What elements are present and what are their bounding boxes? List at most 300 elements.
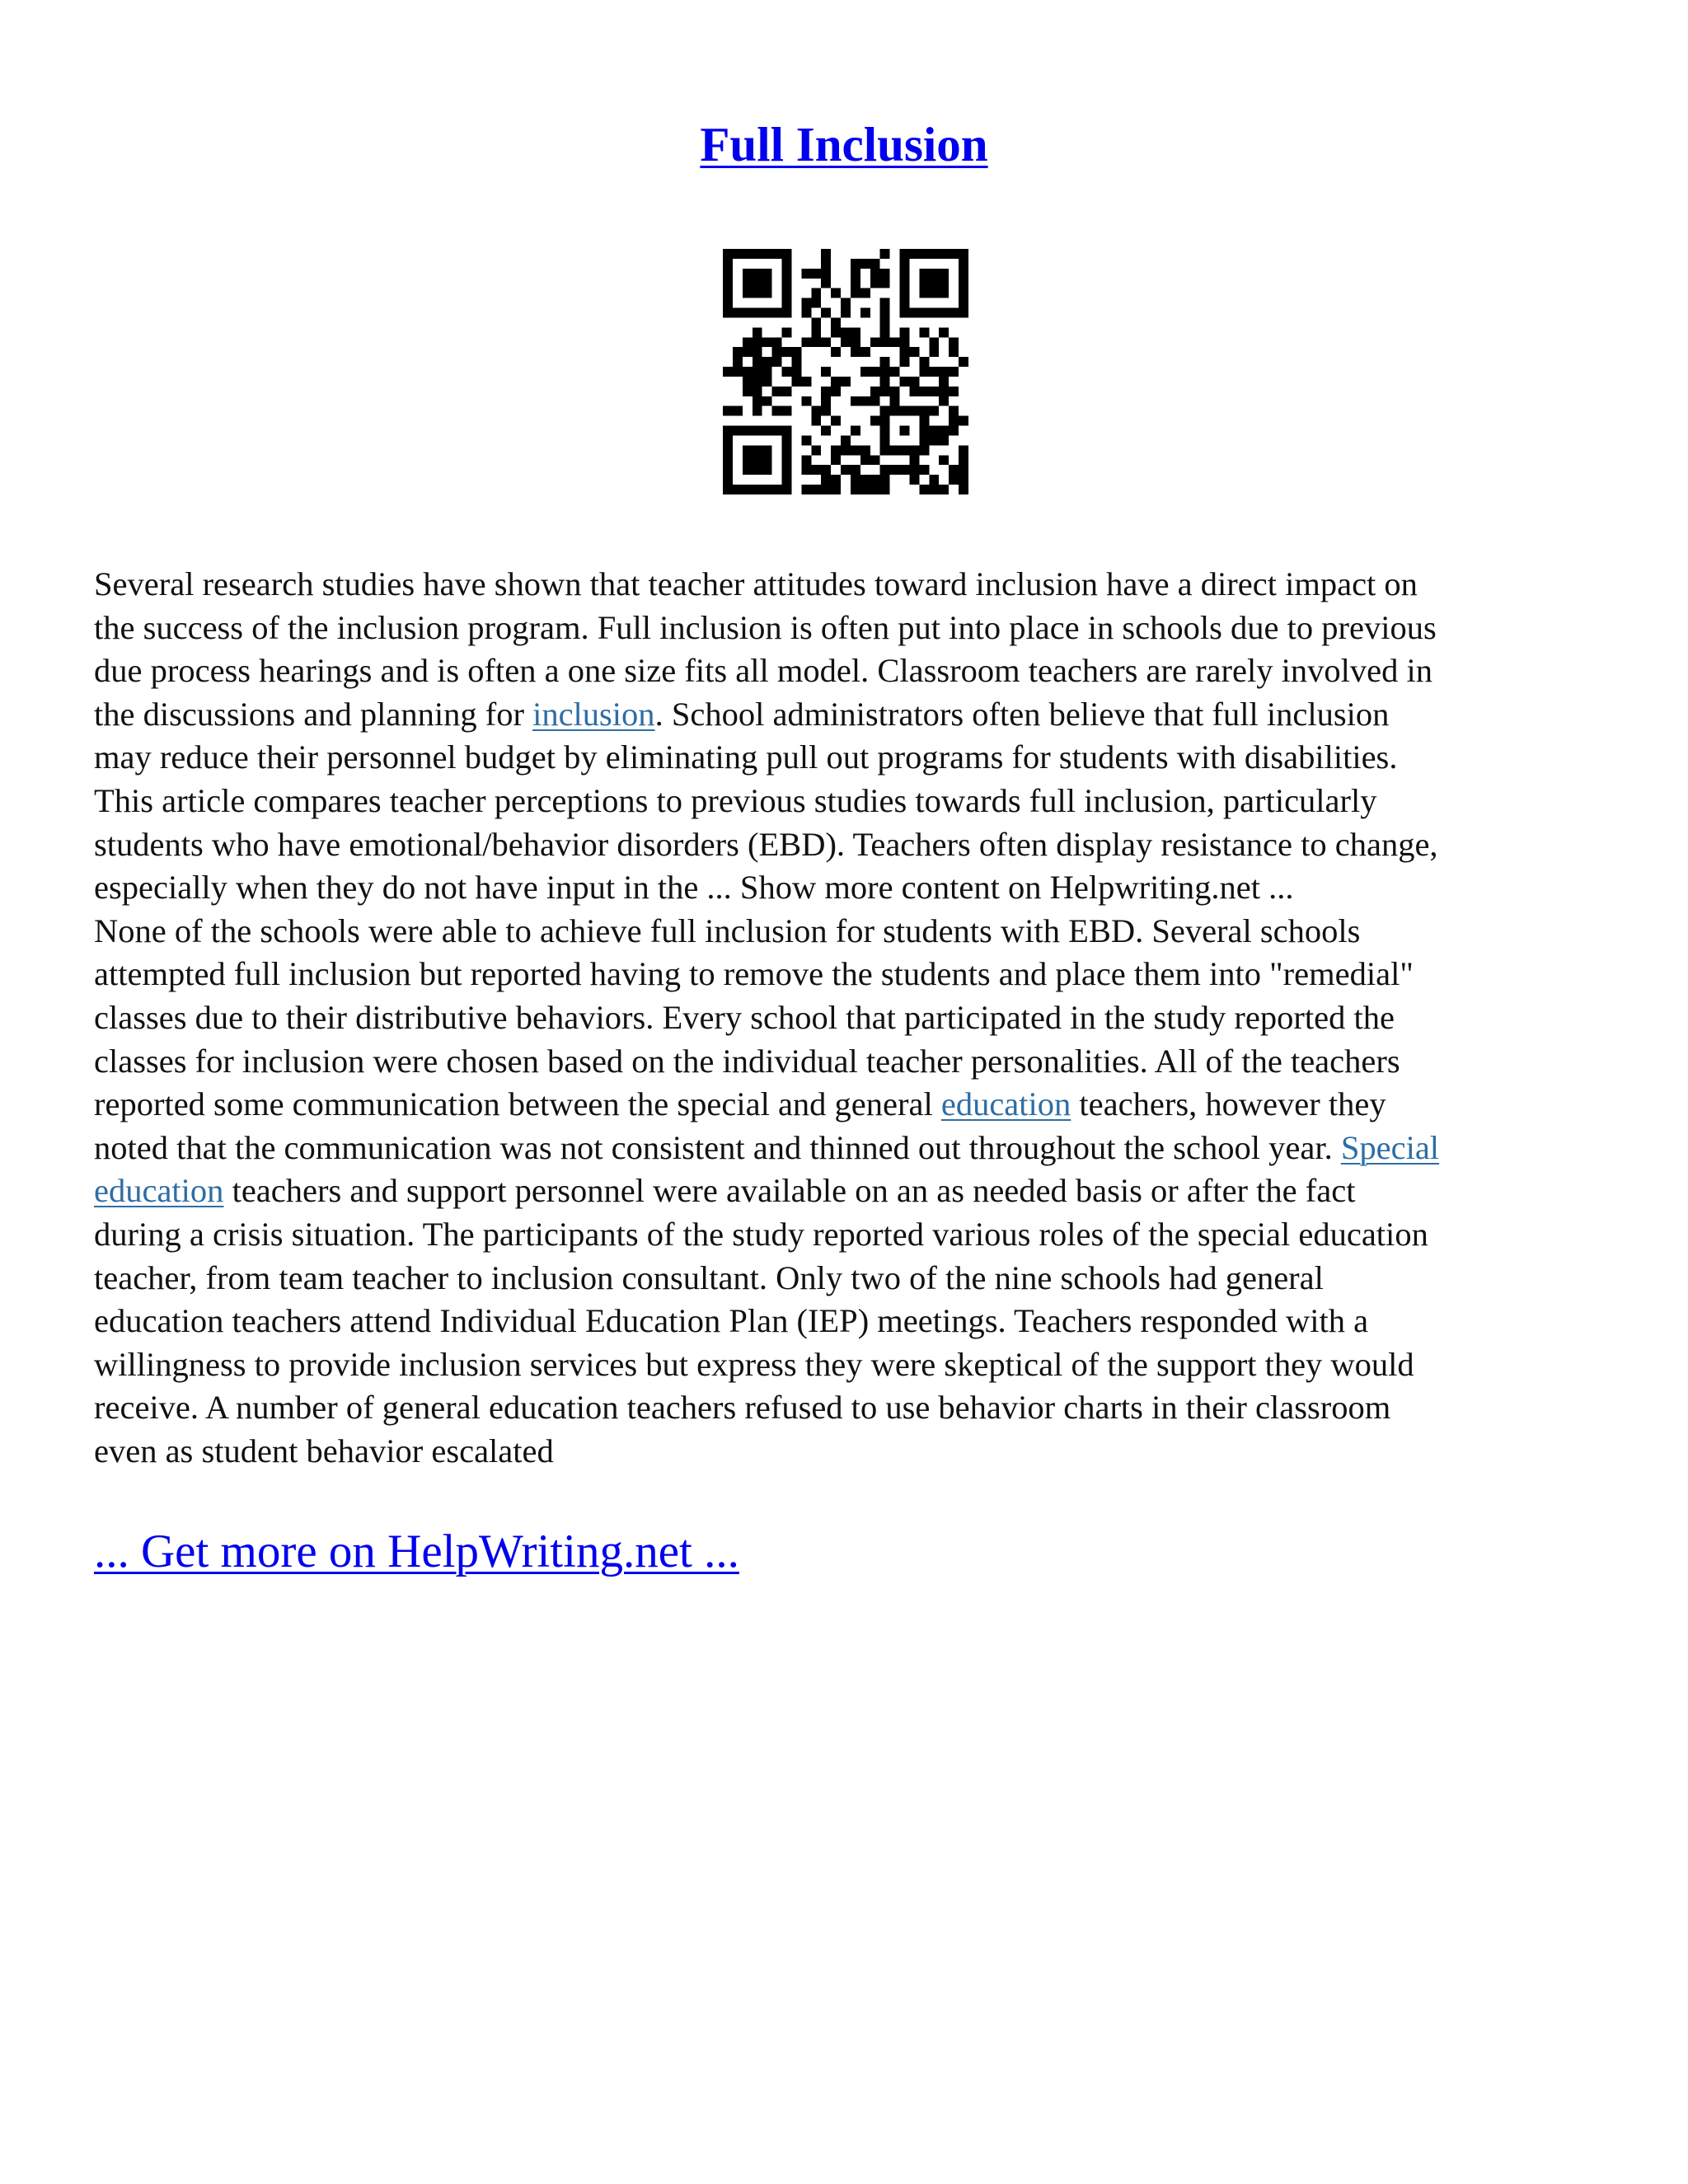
qr-module	[860, 396, 870, 406]
qr-module	[801, 337, 811, 347]
qr-module	[841, 308, 851, 318]
body-line	[94, 1083, 1602, 1127]
body-line	[94, 866, 1602, 910]
qr-module	[929, 485, 939, 494]
qr-module	[762, 465, 772, 475]
qr-module	[939, 249, 949, 259]
qr-module	[791, 347, 801, 357]
qr-module	[743, 269, 753, 279]
body-text-span: due process hearings and is often a one size fits all model. Classroom teachers are rarely involved in	[94, 652, 1432, 690]
body-line	[94, 693, 1602, 737]
qr-module	[929, 347, 939, 357]
body-text-span: teacher, from team teacher to inclusion consultant. Only two of the nine schools had general	[94, 1258, 1324, 1296]
qr-module	[753, 396, 762, 406]
qr-module	[723, 367, 733, 377]
qr-module	[900, 249, 910, 259]
qr-module	[900, 377, 910, 387]
qr-module	[733, 249, 743, 259]
qr-module	[841, 465, 851, 475]
qr-module	[743, 337, 753, 347]
qr-module	[860, 455, 870, 465]
qr-module	[959, 485, 968, 494]
qr-module	[753, 288, 762, 298]
qr-module	[939, 485, 949, 494]
qr-module	[821, 269, 831, 279]
qr-module	[909, 445, 919, 455]
qr-module	[811, 327, 821, 337]
qr-module	[929, 367, 939, 377]
qr-module	[929, 279, 939, 288]
qr-module	[851, 288, 860, 298]
qr-module	[821, 485, 831, 494]
qr-module	[753, 455, 762, 465]
qr-module	[743, 288, 753, 298]
qr-module	[782, 485, 792, 494]
qr-module	[929, 475, 939, 485]
body-line	[94, 1430, 1602, 1474]
qr-module	[753, 337, 762, 347]
qr-module	[782, 249, 792, 259]
qr-module	[811, 406, 821, 416]
qr-module	[723, 475, 733, 485]
body-line	[94, 563, 1602, 607]
qr-module	[811, 337, 821, 347]
qr-module	[782, 475, 792, 485]
qr-module	[890, 465, 900, 475]
qr-module	[919, 465, 929, 475]
body-text-span: during a crisis situation. The participants of the study reported various roles of the special education	[94, 1215, 1428, 1253]
qr-module	[939, 387, 949, 396]
qr-module	[743, 347, 753, 357]
qr-module	[959, 475, 968, 485]
qr-module	[723, 445, 733, 455]
qr-module	[939, 455, 949, 465]
qr-module	[782, 426, 792, 436]
qr-module	[959, 298, 968, 308]
qr-module	[919, 308, 929, 318]
qr-module	[890, 445, 900, 455]
qr-module	[753, 406, 762, 416]
qr-module	[880, 357, 890, 367]
qr-module	[870, 416, 880, 426]
qr-module	[723, 308, 733, 318]
qr-module	[772, 485, 782, 494]
body-text-span: students who have emotional/behavior disorders (EBD). Teachers often display resistance to change,	[94, 825, 1438, 863]
body-text-span: especially when they do not have input in the ... Show more content on Helpwriting.net ...	[94, 869, 1294, 907]
qr-module	[762, 445, 772, 455]
qr-module	[772, 406, 782, 416]
qr-module	[851, 426, 860, 436]
inline-link-special[interactable]: Special	[1340, 1128, 1440, 1166]
qr-module	[949, 308, 959, 318]
qr-module	[753, 279, 762, 288]
qr-module	[900, 279, 910, 288]
qr-module	[831, 475, 841, 485]
qr-module	[851, 279, 860, 288]
qr-module	[723, 426, 733, 436]
qr-module	[753, 308, 762, 318]
qr-module	[949, 406, 959, 416]
qr-module	[723, 249, 733, 259]
qr-module	[949, 337, 959, 347]
body-line	[94, 1343, 1602, 1387]
qr-module	[909, 465, 919, 475]
qr-module	[890, 367, 900, 377]
body-line	[94, 607, 1602, 650]
body-line	[94, 996, 1602, 1040]
get-more-paragraph	[94, 1523, 739, 1581]
qr-module	[782, 347, 792, 357]
qr-module	[723, 465, 733, 475]
qr-module	[860, 288, 870, 298]
qr-module	[900, 426, 910, 436]
qr-module	[743, 279, 753, 288]
body-text-span: the discussions and planning for	[94, 695, 533, 733]
body-text-span: willingness to provide inclusion services but express they were skeptical of the support they would	[94, 1345, 1414, 1383]
qr-module	[801, 465, 811, 475]
body-text-span: classes due to their distributive behaviors. Every school that participated in the study reported the	[94, 998, 1395, 1036]
qr-module	[772, 347, 782, 357]
qr-module	[782, 279, 792, 288]
qr-module	[782, 406, 792, 416]
qr-module	[821, 367, 831, 377]
qr-module	[890, 337, 900, 347]
qr-module	[909, 347, 919, 357]
qr-module	[801, 396, 811, 406]
qr-module	[919, 327, 929, 337]
body-line	[94, 649, 1602, 693]
qr-module	[939, 367, 949, 377]
qr-module	[890, 396, 900, 406]
qr-module	[753, 426, 762, 436]
qr-module	[939, 435, 949, 445]
body-line	[94, 1169, 1602, 1213]
qr-module	[929, 426, 939, 436]
qr-module	[851, 259, 860, 269]
article-body	[94, 563, 1602, 1473]
qr-module	[900, 337, 910, 347]
qr-module	[733, 367, 743, 377]
body-text-span: None of the schools were able to achieve full inclusion for students with EBD. Several schools	[94, 912, 1361, 949]
qr-module	[860, 308, 870, 318]
qr-module	[870, 367, 880, 377]
qr-module	[909, 455, 919, 465]
qr-module	[929, 308, 939, 318]
qr-module	[753, 445, 762, 455]
qr-module	[753, 377, 762, 387]
qr-module	[860, 367, 870, 377]
qr-module	[811, 485, 821, 494]
qr-module	[811, 445, 821, 455]
qr-module	[772, 249, 782, 259]
qr-module	[880, 475, 890, 485]
qr-module	[801, 377, 811, 387]
qr-module	[821, 406, 831, 416]
qr-module	[821, 279, 831, 288]
qr-module	[880, 337, 890, 347]
qr-module	[851, 396, 860, 406]
qr-module	[939, 426, 949, 436]
qr-module	[929, 406, 939, 416]
qr-module	[723, 288, 733, 298]
qr-module	[870, 396, 880, 406]
qr-module	[880, 406, 890, 416]
qr-module	[821, 259, 831, 269]
qr-module	[821, 249, 831, 259]
qr-module	[900, 308, 910, 318]
qr-module	[880, 445, 890, 455]
qr-module	[753, 347, 762, 357]
body-line	[94, 1257, 1602, 1301]
qr-module	[900, 269, 910, 279]
qr-module	[919, 435, 929, 445]
qr-module	[772, 337, 782, 347]
qr-module	[900, 259, 910, 269]
qr-module	[880, 249, 890, 259]
body-text-span: teachers, however they	[1071, 1085, 1386, 1123]
qr-module	[880, 317, 890, 327]
qr-module	[880, 327, 890, 337]
qr-module	[782, 308, 792, 318]
qr-module	[880, 416, 890, 426]
qr-module	[880, 485, 890, 494]
qr-module	[939, 396, 949, 406]
qr-module	[831, 416, 841, 426]
body-text-span: This article compares teacher perceptions to previous studies towards full inclusion, particularly	[94, 781, 1377, 819]
qr-module	[939, 377, 949, 387]
inline-link-inclusion[interactable]: inclusion	[532, 695, 655, 733]
body-text-span: . School administrators often believe that full inclusion	[654, 695, 1390, 733]
qr-module	[743, 485, 753, 494]
qr-module	[811, 465, 821, 475]
qr-module	[762, 337, 772, 347]
qr-module	[831, 327, 841, 337]
qr-module	[929, 249, 939, 259]
qr-code-icon	[723, 249, 968, 494]
qr-module	[811, 269, 821, 279]
qr-module	[811, 298, 821, 308]
title-link[interactable]: Full Inclusion	[700, 117, 988, 171]
qr-module	[762, 455, 772, 465]
qr-module	[860, 475, 870, 485]
qr-module	[919, 416, 929, 426]
qr-module	[821, 308, 831, 318]
qr-module	[733, 406, 743, 416]
qr-module	[919, 269, 929, 279]
qr-module	[900, 327, 910, 337]
qr-module	[753, 249, 762, 259]
qr-module	[733, 357, 743, 367]
qr-module	[880, 435, 890, 445]
qr-module	[870, 455, 880, 465]
qr-module	[880, 387, 890, 396]
qr-module	[851, 269, 860, 279]
qr-module	[851, 347, 860, 357]
qr-module	[959, 279, 968, 288]
qr-module	[909, 377, 919, 387]
body-text-span: Several research studies have shown that teacher attitudes toward inclusion have a direct impact on	[94, 565, 1418, 602]
qr-module	[870, 269, 880, 279]
get-more-link[interactable]: ... Get more on HelpWriting.net ...	[94, 1526, 739, 1577]
qr-module	[929, 337, 939, 347]
qr-module	[762, 426, 772, 436]
qr-module	[851, 327, 860, 337]
qr-module	[919, 406, 929, 416]
qr-module	[909, 387, 919, 396]
qr-module	[762, 249, 772, 259]
qr-module	[919, 387, 929, 396]
qr-module	[723, 455, 733, 465]
qr-module	[831, 377, 841, 387]
qr-module	[753, 465, 762, 475]
qr-module	[860, 485, 870, 494]
qr-module	[743, 465, 753, 475]
qr-module	[949, 249, 959, 259]
qr-module	[939, 269, 949, 279]
qr-module	[762, 396, 772, 406]
qr-module	[959, 308, 968, 318]
qr-module	[870, 475, 880, 485]
qr-module	[959, 249, 968, 259]
qr-module	[880, 465, 890, 475]
body-line	[94, 1127, 1602, 1170]
qr-module	[870, 337, 880, 347]
qr-module	[772, 426, 782, 436]
qr-module	[880, 426, 890, 436]
qr-module	[782, 387, 792, 396]
qr-module	[900, 406, 910, 416]
qr-module	[909, 249, 919, 259]
page-title	[0, 115, 1688, 173]
qr-module	[782, 367, 792, 377]
qr-module	[841, 337, 851, 347]
qr-module	[772, 387, 782, 396]
qr-module	[791, 357, 801, 367]
qr-module	[743, 426, 753, 436]
qr-module	[919, 249, 929, 259]
qr-module	[919, 485, 929, 494]
qr-module	[782, 445, 792, 455]
qr-module	[801, 269, 811, 279]
qr-module	[959, 465, 968, 475]
qr-module	[801, 298, 811, 308]
qr-module	[959, 259, 968, 269]
body-text-span: classes for inclusion were chosen based on the individual teacher personalities. All of the teachers	[94, 1042, 1400, 1080]
body-text-span: reported some communication between the special and general	[94, 1085, 941, 1123]
body-line	[94, 780, 1602, 823]
qr-module	[821, 465, 831, 475]
qr-module	[801, 308, 811, 318]
inline-link-education[interactable]: education	[940, 1085, 1071, 1123]
qr-module	[743, 377, 753, 387]
qr-module	[743, 367, 753, 377]
qr-module	[753, 387, 762, 396]
qr-module	[870, 387, 880, 396]
qr-module	[723, 298, 733, 308]
qr-module	[782, 465, 792, 475]
qr-module	[949, 416, 959, 426]
qr-module	[860, 347, 870, 357]
qr-module	[939, 288, 949, 298]
qr-module	[959, 445, 968, 455]
qr-module	[753, 357, 762, 367]
qr-module	[959, 455, 968, 465]
qr-module	[851, 445, 860, 455]
qr-module	[919, 279, 929, 288]
qr-module	[831, 387, 841, 396]
body-line	[94, 736, 1602, 780]
qr-module	[860, 445, 870, 455]
qr-module	[762, 357, 772, 367]
qr-module	[782, 269, 792, 279]
qr-module	[782, 288, 792, 298]
qr-module	[841, 327, 851, 337]
body-text-span: may reduce their personnel budget by eliminating pull out programs for students with disabilities.	[94, 738, 1398, 776]
body-line	[94, 1300, 1602, 1343]
qr-module	[723, 259, 733, 269]
qr-module	[900, 288, 910, 298]
qr-module	[880, 308, 890, 318]
qr-module	[880, 269, 890, 279]
qr-module	[870, 485, 880, 494]
body-text-span: receive. A number of general education teachers refused to use behavior charts in their classroom	[94, 1389, 1391, 1427]
qr-module	[949, 367, 959, 377]
qr-module	[909, 406, 919, 416]
body-text-span: attempted full inclusion but reported having to remove the students and place them into "remedial"	[94, 955, 1414, 993]
qr-module	[762, 485, 772, 494]
qr-module	[772, 357, 782, 367]
qr-module	[939, 308, 949, 318]
qr-module	[821, 426, 831, 436]
qr-module	[762, 308, 772, 318]
qr-module	[831, 347, 841, 357]
qr-module	[929, 435, 939, 445]
qr-module	[743, 308, 753, 318]
qr-module	[782, 259, 792, 269]
qr-module	[772, 308, 782, 318]
qr-module	[831, 317, 841, 327]
qr-module	[949, 465, 959, 475]
qr-module	[811, 288, 821, 298]
qr-module	[791, 367, 801, 377]
qr-module	[743, 455, 753, 465]
qr-module	[821, 387, 831, 396]
qr-module	[959, 288, 968, 298]
qr-module	[900, 298, 910, 308]
qr-module	[851, 475, 860, 485]
qr-module	[841, 445, 851, 455]
qr-module	[959, 357, 968, 367]
qr-module	[949, 426, 959, 436]
qr-module	[782, 435, 792, 445]
qr-module	[841, 298, 851, 308]
qr-module	[723, 269, 733, 279]
qr-module	[791, 377, 801, 387]
qr-module	[821, 475, 831, 485]
inline-link-education[interactable]: education	[94, 1172, 224, 1210]
qr-module	[919, 288, 929, 298]
qr-module	[782, 327, 792, 337]
qr-module	[831, 445, 841, 455]
qr-module	[762, 367, 772, 377]
qr-module	[919, 367, 929, 377]
qr-module	[762, 269, 772, 279]
qr-module	[811, 317, 821, 327]
qr-module	[919, 357, 929, 367]
qr-module	[723, 406, 733, 416]
qr-module	[909, 475, 919, 485]
qr-module	[929, 288, 939, 298]
